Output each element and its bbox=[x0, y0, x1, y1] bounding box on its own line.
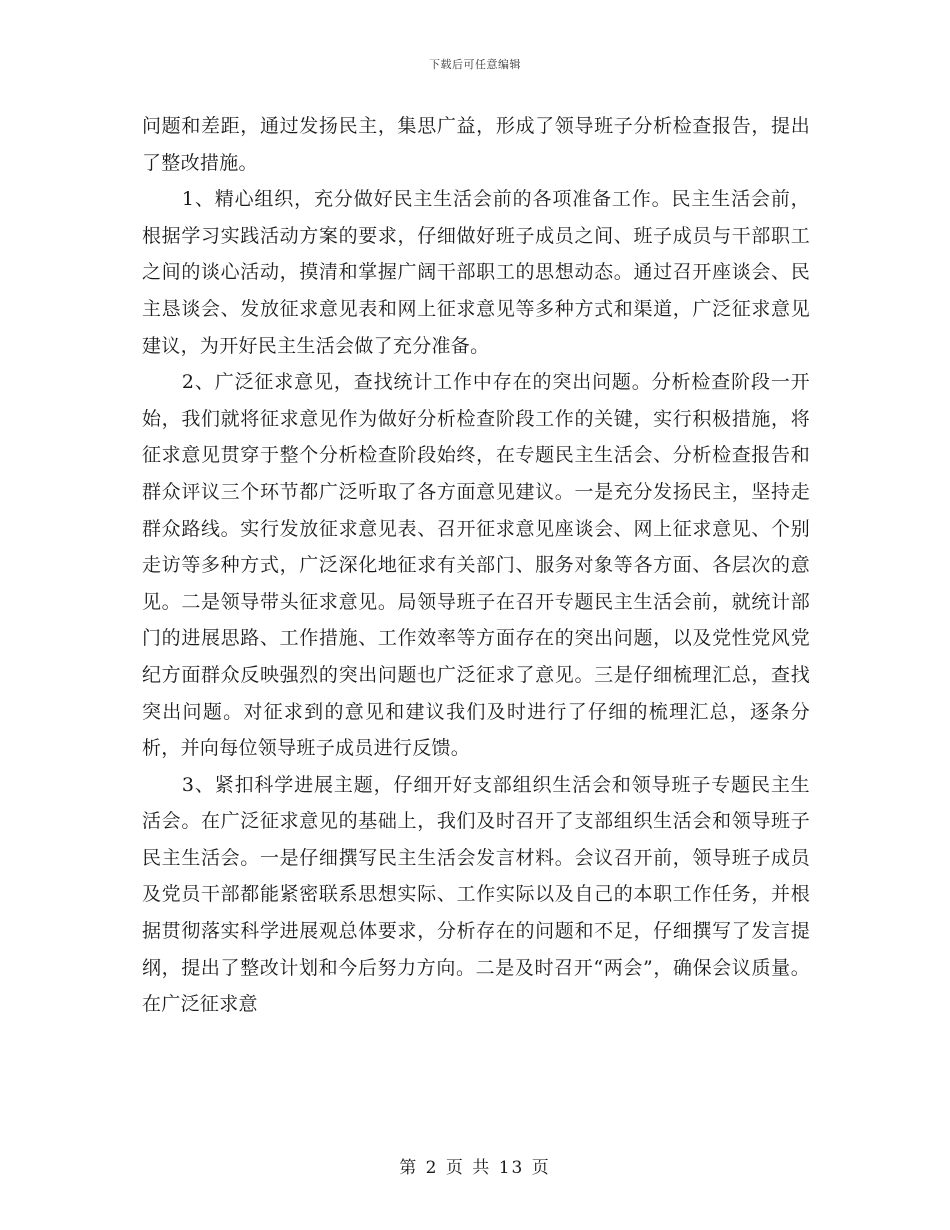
page-header: 下载后可任意编辑 bbox=[429, 58, 521, 71]
paragraph-item-3: 3、紧扣科学进展主题，仔细开好支部组织生活会和领导班子专题民主生活会。在广泛征求意见的基础上，我们及时召开了支部组织生活会和领导班子民主生活会。一是仔细撰写民主生活会发言材料。会议召开前，领导班子成员及党员干部都能紧密联系思想实际、工作实际以及自己的本职工作任务，并根据贯彻落实科学进展观总体要求，分析存在的问题和不足，仔细撰写了发言提纲，提出了整改计划和今后努力方向。二是及时召开“两会”，确保会议质量。在广泛征求意 bbox=[142, 773, 810, 1016]
paragraph-item-2: 2、广泛征求意见，查找统计工作中存在的突出问题。分析检查阶段一开始，我们就将征求意见作为做好分析检查阶段工作的关键，实行积极措施，将征求意见贯穿于整个分析检查阶段始终，在专题民主生活会、分析检查报告和群众评议三个环节都广泛听取了各方面意见建议。一是充分发扬民主，坚持走群众路线。实行发放征求意见表、召开征求意见座谈会、网上征求意见、个别走访等多种方式，广泛深化地征求有关部门、服务对象等各方面、各层次的意见。二是领导带头征求意见。局领导班子在召开专题民主生活会前，就统计部门的进展思路、工作措施、工作效率等方面存在的突出问题，以及党性党风党纪方面群众反映强烈的突出问题也广泛征求了意见。三是仔细梳理汇总，查找突出问题。对征求到的意见和建议我们及时进行了仔细的梳理汇总，逐条分析，并向每位领导班子成员进行反馈。 bbox=[142, 371, 810, 760]
paragraph-item-1: 1、精心组织，充分做好民主生活会前的各项准备工作。民主生活会前，根据学习实践活动方案的要求，仔细做好班子成员之间、班子成员与干部职工之间的谈心活动，摸清和掌握广阔干部职工的思想动态。通过召开座谈会、民主恳谈会、发放征求意见表和网上征求意见等多种方式和渠道，广泛征求意见建议，为开好民主生活会做了充分准备。 bbox=[142, 188, 810, 357]
page-number-footer: 第 2 页 共 13 页 bbox=[399, 1158, 551, 1178]
document-body bbox=[142, 108, 810, 1023]
paragraph-continued: 问题和差距，通过发扬民主，集思广益，形成了领导班子分析检查报告，提出了整改措施。 bbox=[142, 115, 810, 174]
